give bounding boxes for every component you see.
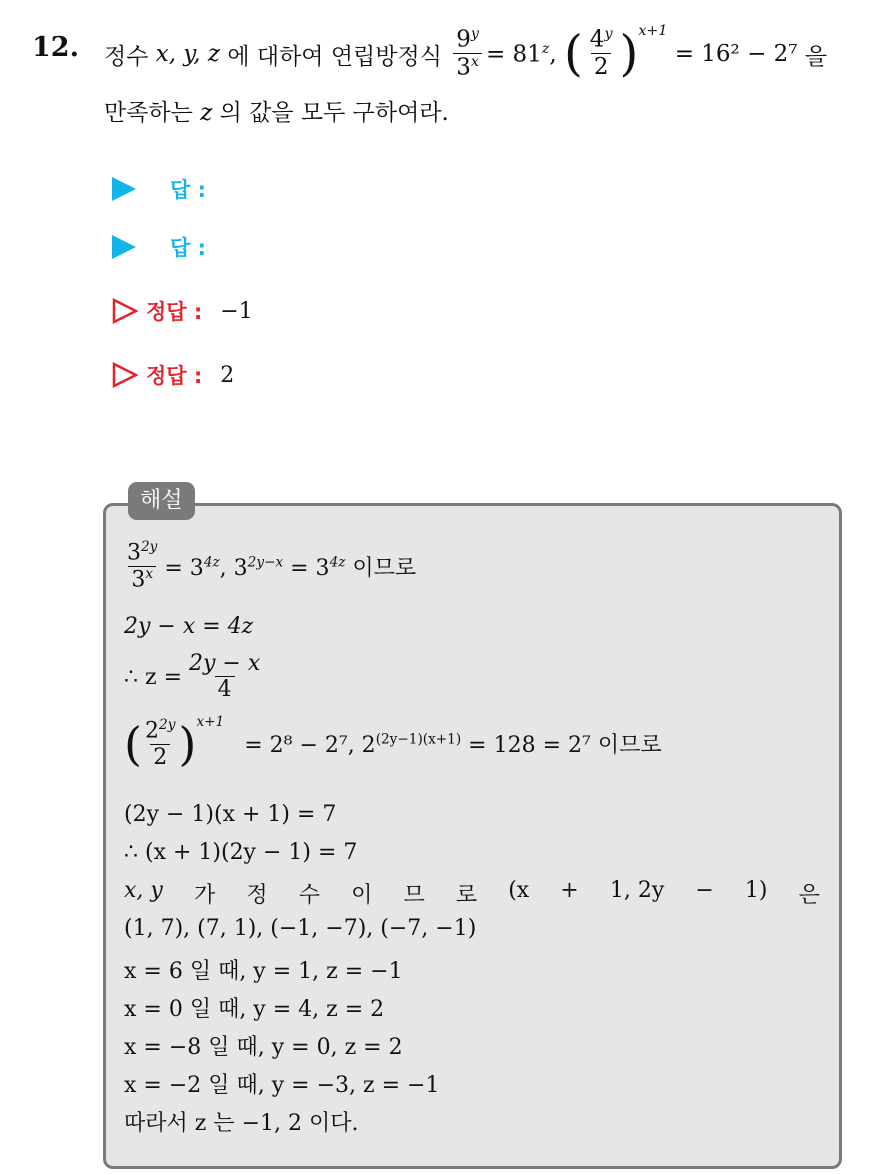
solution-tag: 해설 (128, 482, 195, 520)
equation-1-rhs: = $81^z$, (485, 40, 557, 68)
triangle-outline-icon (112, 298, 138, 324)
question-tail: 을 (804, 43, 828, 70)
answer-blank-2: 답 : (112, 232, 206, 262)
solution-line-3: ∴ z = $\frac{2y - x}{4}$ (124, 651, 261, 703)
triangle-outline-icon (112, 362, 138, 388)
correct-answer-2: 정답 : 2 (112, 360, 234, 390)
equation-1-fraction: $\frac{9^y}{3^x}$ (453, 27, 482, 81)
question-mid: 에 대하여 연립방정식 (227, 43, 442, 70)
question-line-2: 만족하는 z 의 값을 모두 구하여라. (104, 100, 449, 126)
solution-line-9: x = 6 일 때, y = 1, z = −1 (124, 959, 403, 984)
solution-line-13: 따라서 z 는 −1, 2 이다. (124, 1111, 359, 1136)
question-number: 12. (32, 32, 79, 63)
solution-line-10: x = 0 일 때, y = 4, z = 2 (124, 997, 385, 1022)
question-lead: 정수 (104, 43, 149, 70)
equation-2-rhs: = 16² − 2⁷ (674, 41, 798, 67)
solution-line-12: x = −2 일 때, y = −3, z = −1 (124, 1073, 440, 1098)
solution-line-1: $\frac{3^{2y}}{3^x}$ = $3^{4z}$, $3^{2y-x} = 3^{4z}$ 이므로 (127, 539, 417, 592)
solution-line-11: x = −8 일 때, y = 0, z = 2 (124, 1035, 403, 1060)
solution-line-5: (2y − 1)(x + 1) = 7 (124, 802, 337, 827)
question-line-1 (104, 14, 827, 94)
triangle-solid-icon (112, 177, 136, 201)
solution-line-7: x, y 가 정 수 이 므 로 (x + 1, 2y − 1) 은 (124, 878, 820, 908)
question-vars: x, y, z (155, 41, 221, 67)
answer-blank-1: 답 : (112, 174, 206, 204)
solution-line-8: (1, 7), (7, 1), (−1, −7), (−7, −1) (124, 916, 477, 941)
equation-2-lhs: ( $\frac{4^y}{2}$ ) x+1 (563, 23, 668, 82)
solution-line-4: ( $\frac{2^{2y}}{2}$ ) x+1 = 2⁸ − 2⁷, $2^{(2y-1)(x+1)} = 128 = 2^7$ 이므로 (124, 714, 662, 771)
solution-line-6: ∴ (x + 1)(2y − 1) = 7 (124, 840, 358, 865)
solution-line-2: 2y − x = 4z (124, 614, 254, 639)
triangle-solid-icon (112, 235, 136, 259)
correct-answer-1: 정답 : −1 (112, 296, 253, 326)
